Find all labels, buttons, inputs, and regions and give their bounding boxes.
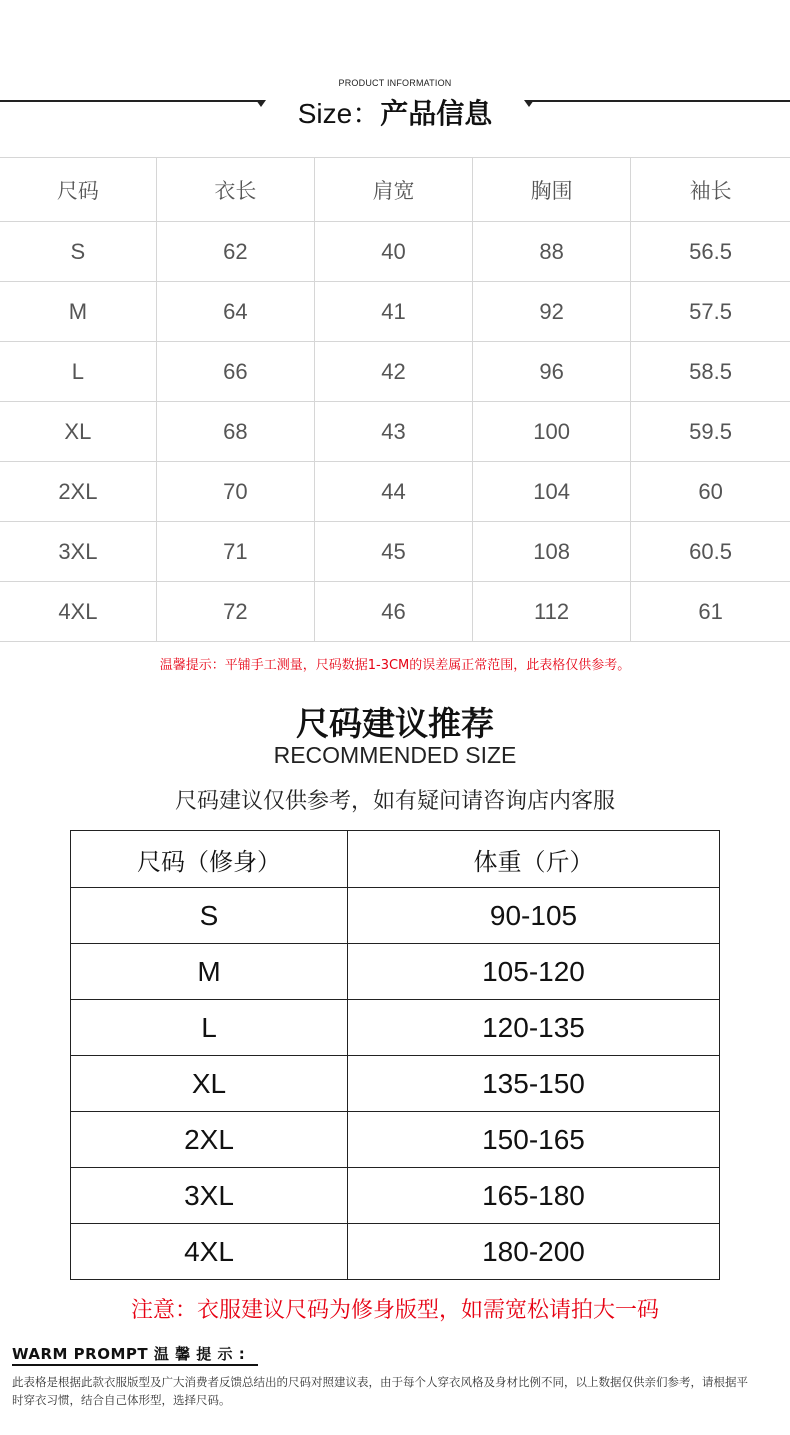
cell-sleeve: 58.5 <box>631 342 790 402</box>
cell-size: 4XL <box>0 582 156 642</box>
header-cell-fit-size: 尺码（修身） <box>71 831 348 888</box>
cell-length: 68 <box>156 402 314 462</box>
cell-fit-size: 2XL <box>71 1112 348 1168</box>
header-cell-size: 尺码 <box>0 158 156 222</box>
warm-prompt-title: WARM PROMPT 温 馨 提 示 : <box>12 1345 246 1363</box>
cell-fit-size: 4XL <box>71 1224 348 1280</box>
cell-sleeve: 60 <box>631 462 790 522</box>
table-row <box>71 888 720 944</box>
table-header-row <box>71 831 720 888</box>
table-row <box>71 1056 720 1112</box>
header-title-cn: 产品信息 <box>380 97 493 130</box>
cell-weight: 150-165 <box>348 1112 720 1168</box>
cell-length: 64 <box>156 282 314 342</box>
cell-weight: 165-180 <box>348 1168 720 1224</box>
cell-size: M <box>0 282 156 342</box>
cell-size: 2XL <box>0 462 156 522</box>
cell-fit-size: 3XL <box>71 1168 348 1224</box>
cell-size: 3XL <box>0 522 156 582</box>
table-header-row <box>0 158 790 222</box>
cell-chest: 92 <box>473 282 631 342</box>
cell-weight: 180-200 <box>348 1224 720 1280</box>
cell-shoulder: 42 <box>314 342 472 402</box>
header-cell-weight: 体重（斤） <box>348 831 720 888</box>
cell-shoulder: 46 <box>314 582 472 642</box>
cell-chest: 112 <box>473 582 631 642</box>
recommend-table <box>70 830 720 1280</box>
cell-chest: 108 <box>473 522 631 582</box>
table-row <box>71 1168 720 1224</box>
header-subtitle: PRODUCT INFORMATION <box>338 78 452 88</box>
measurement-tip: 温馨提示：平铺手工测量，尺码数据1-3CM的误差属正常范围，此表格仅供参考。 <box>159 658 631 673</box>
table-row <box>0 222 790 282</box>
table-row <box>71 1112 720 1168</box>
cell-size: L <box>0 342 156 402</box>
cell-sleeve: 60.5 <box>631 522 790 582</box>
cell-length: 62 <box>156 222 314 282</box>
cell-weight: 135-150 <box>348 1056 720 1112</box>
table-row <box>0 522 790 582</box>
table-row <box>71 1224 720 1280</box>
cell-weight: 105-120 <box>348 944 720 1000</box>
fit-warning: 注意：衣服建议尺码为修身版型，如需宽松请拍大一码 <box>130 1298 659 1323</box>
header-line-right <box>528 100 790 102</box>
cell-weight: 120-135 <box>348 1000 720 1056</box>
cell-length: 66 <box>156 342 314 402</box>
cell-sleeve: 61 <box>631 582 790 642</box>
header-cell-shoulder: 肩宽 <box>314 158 472 222</box>
header-title-en: Size： <box>297 98 381 129</box>
cell-fit-size: M <box>71 944 348 1000</box>
header-cell-chest: 胸围 <box>473 158 631 222</box>
table-row <box>0 462 790 522</box>
cell-sleeve: 59.5 <box>631 402 790 462</box>
table-row <box>0 582 790 642</box>
cell-size: XL <box>0 402 156 462</box>
recommend-title: 尺码建议推荐 <box>296 704 494 743</box>
recommend-note: 尺码建议仅供参考，如有疑问请咨询店内客服 <box>174 789 615 814</box>
product-size-table <box>0 157 790 642</box>
cell-shoulder: 45 <box>314 522 472 582</box>
cell-chest: 96 <box>473 342 631 402</box>
header-cell-sleeve: 袖长 <box>631 158 790 222</box>
cell-shoulder: 41 <box>314 282 472 342</box>
table-row <box>0 342 790 402</box>
warm-prompt-underline <box>12 1364 258 1366</box>
cell-fit-size: XL <box>71 1056 348 1112</box>
cell-chest: 88 <box>473 222 631 282</box>
table-row <box>0 402 790 462</box>
table-row <box>71 1000 720 1056</box>
cell-fit-size: S <box>71 888 348 944</box>
cell-size: S <box>0 222 156 282</box>
cell-shoulder: 44 <box>314 462 472 522</box>
table-row <box>71 944 720 1000</box>
cell-sleeve: 56.5 <box>631 222 790 282</box>
warm-prompt-text: 此表格是根据此款衣服版型及广大消费者反馈总结出的尺码对照建议表，由于每个人穿衣风格及身材比例不同，以上数据仅供亲们参考，请根据平时穿衣习惯，结合自己体形型，选择尺码。 <box>12 1375 748 1407</box>
header-title <box>0 92 790 132</box>
cell-length: 70 <box>156 462 314 522</box>
cell-weight: 90-105 <box>348 888 720 944</box>
cell-fit-size: L <box>71 1000 348 1056</box>
cell-shoulder: 43 <box>314 402 472 462</box>
cell-sleeve: 57.5 <box>631 282 790 342</box>
table-row <box>0 282 790 342</box>
cell-chest: 104 <box>473 462 631 522</box>
cell-shoulder: 40 <box>314 222 472 282</box>
recommend-subtitle: RECOMMENDED SIZE <box>273 742 517 768</box>
section-header <box>0 0 790 150</box>
header-cell-length: 衣长 <box>156 158 314 222</box>
cell-length: 72 <box>156 582 314 642</box>
cell-length: 71 <box>156 522 314 582</box>
cell-chest: 100 <box>473 402 631 462</box>
